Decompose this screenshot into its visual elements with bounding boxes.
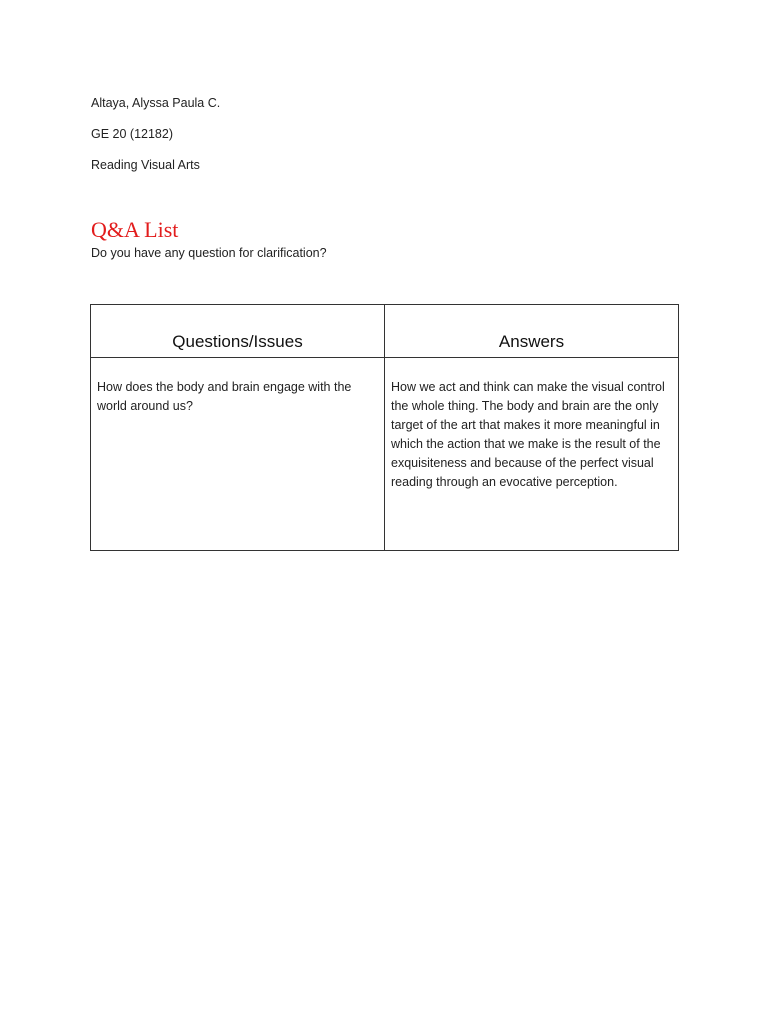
question-cell: How does the body and brain engage with the world around us? [91,358,385,551]
course-code: GE 20 (12182) [91,127,173,141]
answer-cell: How we act and think can make the visual control the whole thing. The body and brain are the only target of the art that makes it more meaningful in which the action that we make is the result of the exquisiteness and because of the perfect visual reading through an evocative perception. [385,358,679,551]
answers-header-label: Answers [498,332,565,351]
answers-column-header [385,305,679,358]
qa-list-heading: Q&A List [91,217,179,242]
subject-title: Reading Visual Arts [91,158,200,172]
table-row [91,358,679,551]
questions-header-label: Questions/Issues [172,332,303,351]
qa-list-prompt: Do you have any question for clarification? [91,246,327,260]
qa-table [90,304,679,551]
table-header-row [91,305,679,358]
author-name: Altaya, Alyssa Paula C. [91,96,221,110]
questions-column-header [91,305,385,358]
